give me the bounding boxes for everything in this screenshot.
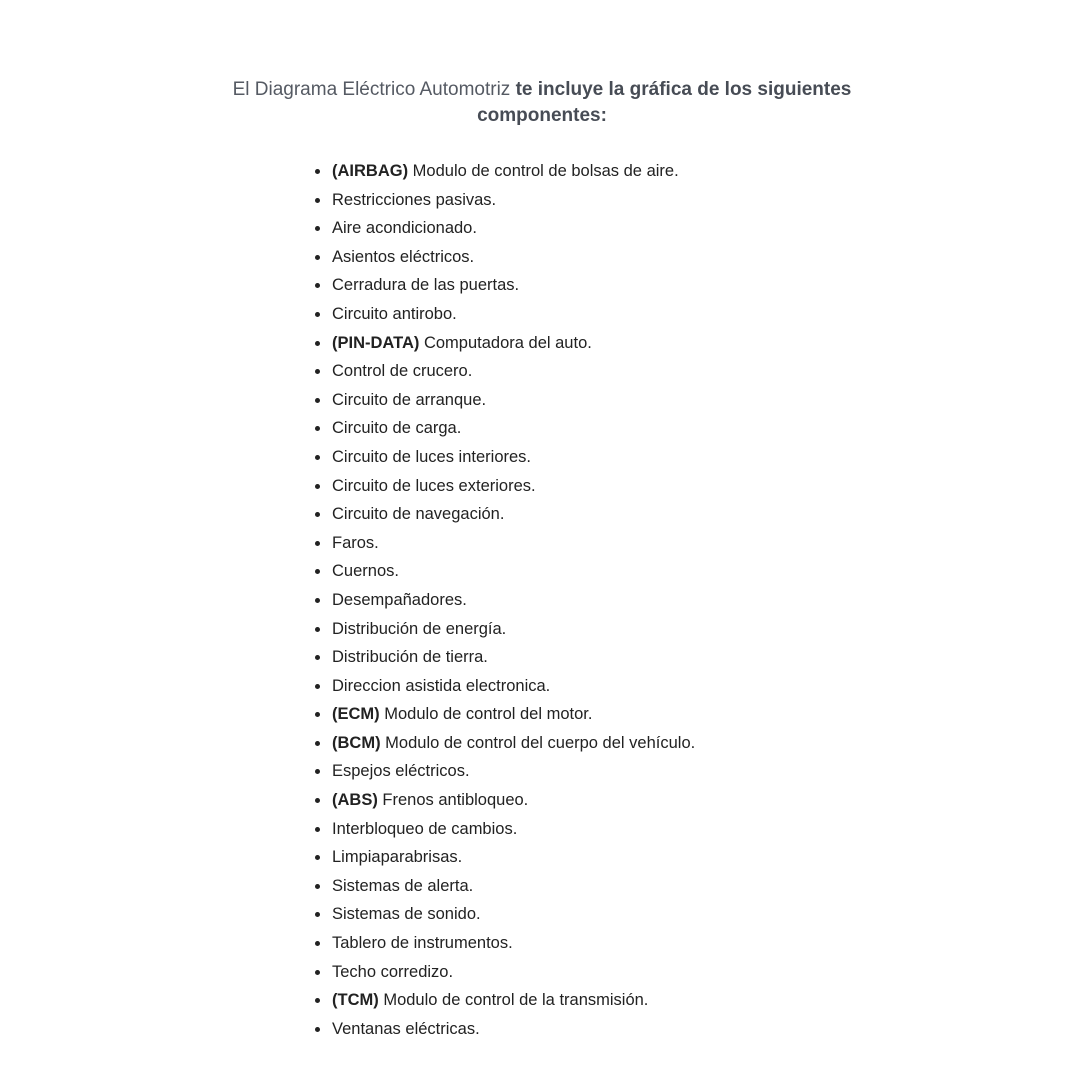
component-list-item: [314, 900, 695, 929]
component-list-item: [314, 472, 695, 501]
component-description: Circuito de arranque.: [332, 390, 487, 409]
component-code: (PIN-DATA): [332, 333, 420, 352]
component-code: (ECM): [332, 705, 380, 724]
component-list-item: [314, 1015, 695, 1044]
component-list-item: [314, 271, 695, 300]
intro-emphasis: te incluye la gráfica de los siguientes componentes:: [477, 79, 852, 126]
component-list-item: [314, 414, 695, 443]
component-description: Interbloqueo de cambios.: [332, 819, 518, 838]
component-description: Distribución de tierra.: [332, 648, 488, 667]
component-list-item: [314, 186, 695, 215]
component-list-item: [314, 329, 695, 358]
component-list: [314, 157, 695, 1043]
component-list-item: [314, 557, 695, 586]
component-list-item: [314, 529, 695, 558]
component-code: (ABS): [332, 791, 378, 810]
component-description: Direccion asistida electronica.: [332, 676, 551, 695]
intro-lead: El Diagrama Eléctrico Automotriz: [232, 79, 511, 100]
component-description: Computadora del auto.: [423, 333, 592, 352]
component-list-item: [314, 500, 695, 529]
component-list-item: [314, 357, 695, 386]
component-description: Distribución de energía.: [332, 619, 507, 638]
component-description: Modulo de control de la transmisión.: [383, 991, 649, 1010]
component-list-item: [314, 615, 695, 644]
component-list-item: [314, 958, 695, 987]
component-description: Modulo de control del cuerpo del vehículo.: [385, 733, 696, 752]
component-list-item: [314, 386, 695, 415]
component-description: Modulo de control de bolsas de aire.: [412, 162, 679, 180]
component-list-item: [314, 843, 695, 872]
component-description: Restricciones pasivas.: [332, 190, 497, 209]
component-list-item: [314, 700, 695, 729]
component-code: (BCM): [332, 733, 381, 752]
component-description: Sistemas de alerta.: [332, 876, 474, 895]
intro-heading: [220, 77, 864, 129]
component-description: Faros.: [332, 533, 379, 552]
component-description: Techo corredizo.: [332, 962, 454, 981]
component-list-item: [314, 729, 695, 758]
component-description: Circuito de navegación.: [332, 505, 505, 524]
component-list-item: [314, 672, 695, 701]
component-list-item: [314, 243, 695, 272]
component-description: Asientos eléctricos.: [332, 247, 475, 266]
component-description: Circuito de carga.: [332, 419, 462, 438]
component-description: Ventanas eléctricas.: [332, 1019, 480, 1038]
component-description: Circuito antirobo.: [332, 304, 457, 323]
component-description: Desempañadores.: [332, 590, 467, 609]
component-list-item: [314, 815, 695, 844]
component-list-item: [314, 157, 695, 186]
component-list-item: [314, 786, 695, 815]
component-description: Control de crucero.: [332, 362, 473, 381]
component-description: Espejos eléctricos.: [332, 762, 470, 781]
component-list-item: [314, 300, 695, 329]
component-description: Frenos antibloqueo.: [382, 791, 529, 810]
component-description: Cuernos.: [332, 562, 399, 581]
component-code: (AIRBAG): [332, 162, 409, 180]
component-list-item: [314, 214, 695, 243]
component-list-item: [314, 643, 695, 672]
component-list-item: [314, 872, 695, 901]
component-description: Circuito de luces interiores.: [332, 447, 531, 466]
component-description: Modulo de control del motor.: [384, 705, 593, 724]
component-list-item: [314, 443, 695, 472]
component-description: Circuito de luces exteriores.: [332, 476, 536, 495]
component-description: Aire acondicionado.: [332, 219, 477, 238]
component-list-item: [314, 757, 695, 786]
component-code: (TCM): [332, 991, 379, 1010]
component-description: Limpiaparabrisas.: [332, 848, 463, 867]
component-list-item: [314, 929, 695, 958]
component-description: Cerradura de las puertas.: [332, 276, 520, 295]
component-list-item: [314, 586, 695, 615]
component-description: Tablero de instrumentos.: [332, 934, 513, 953]
component-list-item: [314, 986, 695, 1015]
component-description: Sistemas de sonido.: [332, 905, 481, 924]
